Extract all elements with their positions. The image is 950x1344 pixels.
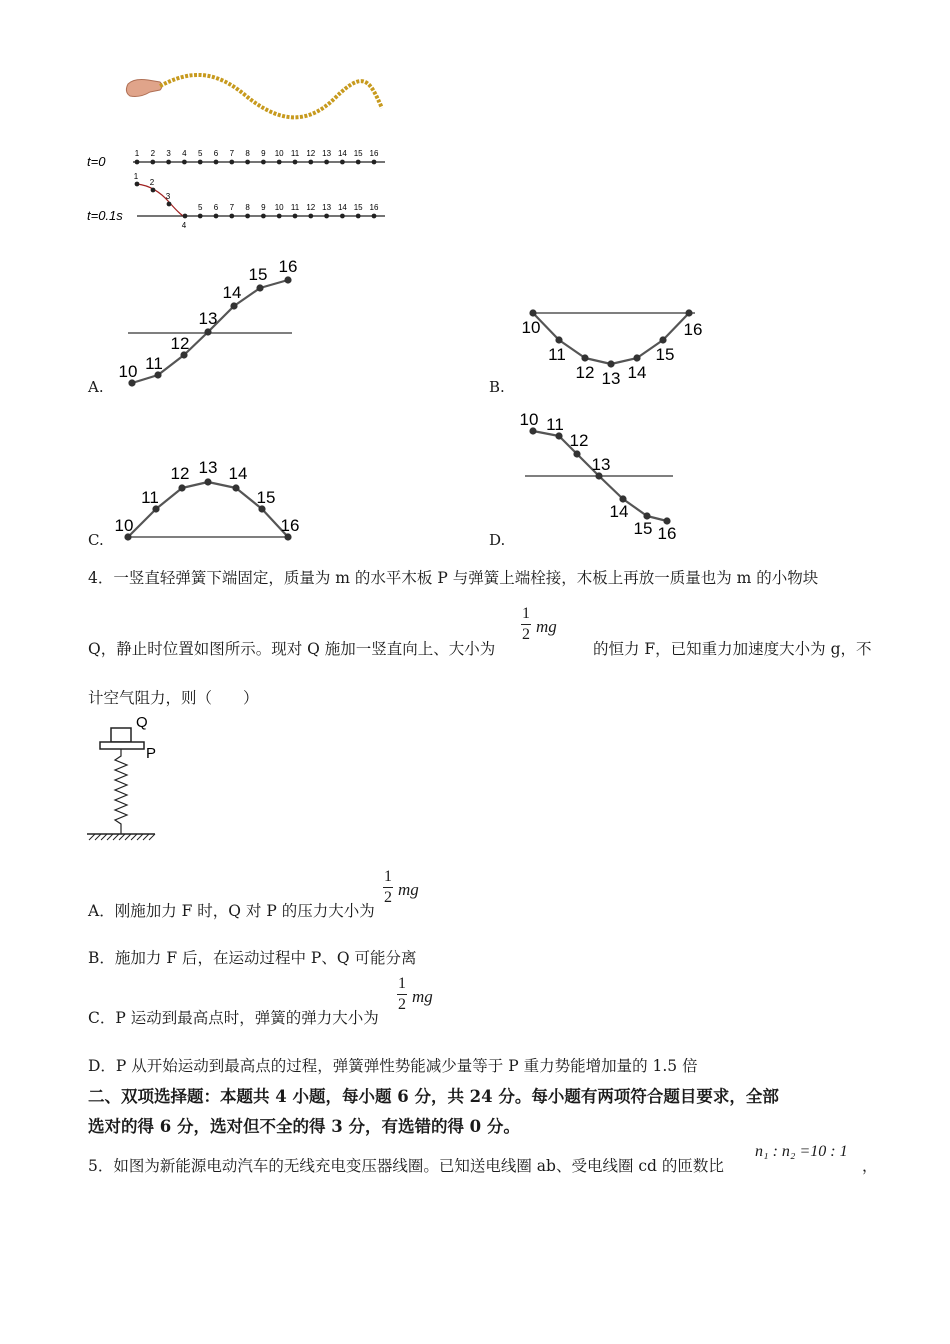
t0-point-number: 13: [322, 149, 332, 158]
option-C-point: [232, 484, 239, 491]
option-B-point: [607, 360, 614, 367]
option-A-point: [230, 302, 237, 309]
t0-point: [214, 160, 219, 165]
t0-point-number: 7: [229, 149, 235, 158]
option-D-point-label: 11: [546, 415, 564, 434]
option-C-point-label: 10: [114, 516, 134, 535]
t0-point: [135, 160, 140, 165]
t01-left-point: [135, 182, 140, 187]
t01-point: [229, 214, 234, 219]
t0-point: [182, 160, 187, 165]
q4-option-c-mg: mg: [412, 987, 433, 1006]
t0-point-number: 6: [213, 149, 219, 158]
q4-option-c[interactable]: C．P 运动到最高点时，弹簧的弹力大小为: [88, 1009, 379, 1027]
option-C-point-label: 13: [198, 458, 218, 477]
option-B-point-label: 16: [683, 320, 703, 339]
option-A-point-label: 15: [248, 265, 268, 284]
option-B-point-label: 13: [601, 369, 621, 388]
t01-left-number: 3: [165, 192, 171, 201]
t01-point-number: 8: [245, 203, 250, 212]
hand-icon: [126, 80, 162, 97]
t0-point-number: 14: [337, 149, 347, 158]
t0-point: [340, 160, 345, 165]
label-p: P: [146, 745, 157, 762]
block-q: [111, 728, 131, 742]
t0-point-number: 10: [274, 149, 284, 158]
option-D-point-label: 12: [569, 431, 589, 450]
t0-point-number: 9: [261, 149, 266, 158]
option-A-point: [256, 284, 263, 291]
option-A-point-label: 10: [118, 362, 138, 381]
option-C-point-label: 14: [228, 464, 248, 483]
t01-left-number: 1: [133, 172, 139, 181]
spring: [115, 749, 127, 834]
t0-point-number: 3: [166, 149, 171, 158]
q5-ratio: n₁ : n₂ =10 : 1: [755, 1143, 848, 1160]
t01-point-number: 16: [369, 203, 379, 212]
t0-point: [261, 160, 266, 165]
t0-point: [372, 160, 377, 165]
q4-fraction: 1 2: [522, 605, 530, 643]
t01-wave-curve: [137, 184, 185, 216]
q4-line2-b: 的恒力 F，已知重力加速度大小为 g，不: [593, 640, 872, 658]
section2-heading-line1: 二、双项选择题：本题共 4 小题，每小题 6 分，共 24 分。每小题有两项符合题目要求，全部: [88, 1087, 779, 1106]
t0-point: [198, 160, 203, 165]
t0-point: [229, 160, 234, 165]
rope: [160, 75, 382, 117]
t0-point-number: 12: [306, 149, 316, 158]
t01-point: [372, 214, 377, 219]
option-A-point-label: 12: [170, 334, 190, 353]
option-a-graph: [110, 255, 310, 395]
t01-left-point: [167, 202, 172, 207]
t0-point: [324, 160, 329, 165]
t0-point: [308, 160, 313, 165]
option-B-point-label: 15: [655, 345, 675, 364]
q4-mg: mg: [536, 617, 557, 636]
q4-option-a-fraction: 1 2: [384, 868, 392, 906]
q4-option-a-mg: mg: [398, 880, 419, 899]
t01-point: [261, 214, 266, 219]
section2-heading-line2: 选对的得 6 分，选对但不全的得 3 分，有选错的得 0 分。: [88, 1117, 520, 1136]
option-A-point-label: 16: [278, 257, 298, 276]
q5-tail: ，: [862, 1157, 878, 1175]
option-C-point-label: 16: [280, 516, 300, 535]
t0-point-number: 8: [245, 149, 250, 158]
option-A-point-label: 13: [198, 309, 218, 328]
t01-point-number: 14: [337, 203, 347, 212]
q4-line1: 4．一竖直轻弹簧下端固定，质量为 m 的水平木板 P 与弹簧上端栓接，木板上再放一质量也为 m 的小物块: [88, 569, 819, 587]
t01-left-number: 2: [149, 178, 155, 187]
t01-left-point: [183, 214, 188, 219]
label-q: Q: [136, 714, 148, 731]
option-C-point: [204, 478, 211, 485]
t0-point: [356, 160, 361, 165]
t0-point-number: 11: [290, 149, 300, 158]
q4-line2-a: Q，静止时位置如图所示。现对 Q 施加一竖直向上、大小为: [88, 640, 496, 658]
option-c-label[interactable]: C.: [88, 531, 104, 549]
t0-point: [166, 160, 171, 165]
t01-point: [277, 214, 282, 219]
option-b-label[interactable]: B.: [489, 378, 505, 396]
t0-point-number: 16: [369, 149, 379, 158]
q4-option-d[interactable]: D．P 从开始运动到最高点的过程，弹簧弹性势能减少量等于 P 重力势能增加量的 1.5 倍: [88, 1057, 698, 1075]
option-B-point: [685, 309, 692, 316]
t0-point-number: 1: [134, 149, 140, 158]
option-C-point-label: 11: [141, 488, 159, 507]
t0-point: [277, 160, 282, 165]
t01-label: t=0.1s: [87, 208, 123, 223]
option-d-graph: [515, 408, 715, 550]
option-D-point-label: 10: [519, 410, 539, 429]
option-A-point: [284, 276, 291, 283]
t01-left-point: [151, 188, 156, 193]
t0-point-number: 4: [182, 149, 187, 158]
option-c-graph: [110, 455, 310, 550]
t0-label: t=0: [87, 154, 106, 169]
option-C-point: [178, 484, 185, 491]
t01-point: [340, 214, 345, 219]
t01-point: [293, 214, 298, 219]
t01-point-number: 11: [290, 203, 300, 212]
t01-point: [245, 214, 250, 219]
option-B-point: [529, 309, 536, 316]
q4-option-a[interactable]: A．刚施加力 F 时，Q 对 P 的压力大小为: [88, 902, 375, 920]
t01-point-number: 12: [306, 203, 316, 212]
spring-figure: [85, 710, 175, 850]
board-p: [100, 742, 144, 749]
option-B-point: [555, 336, 562, 343]
t01-point-number: 7: [229, 203, 235, 212]
t01-point: [214, 214, 219, 219]
t0-point-number: 15: [353, 149, 363, 158]
option-B-point: [633, 354, 640, 361]
t0-point: [293, 160, 298, 165]
option-C-point-label: 12: [170, 464, 190, 483]
option-C-point-label: 15: [256, 488, 276, 507]
q4-option-c-fraction: 1 2: [398, 975, 406, 1013]
t01-point: [356, 214, 361, 219]
t01-point: [198, 214, 203, 219]
option-D-point-label: 14: [609, 502, 629, 521]
t01-left-number: 4: [181, 221, 187, 230]
t01-point-number: 13: [322, 203, 332, 212]
option-D-point-label: 16: [657, 524, 677, 543]
t0-point-number: 2: [150, 149, 156, 158]
t01-point: [324, 214, 329, 219]
t01-point-number: 10: [274, 203, 284, 212]
t0-point: [245, 160, 250, 165]
t01-point-number: 5: [197, 203, 203, 212]
t01-point-number: 6: [213, 203, 219, 212]
option-d-label[interactable]: D.: [489, 531, 506, 549]
option-B-point-label: 11: [548, 345, 566, 364]
option-B-point-label: 12: [575, 363, 595, 382]
option-b-graph: [515, 300, 715, 395]
q4-line3: 计空气阻力，则（ ）: [88, 689, 259, 707]
wave-point-rows: [85, 140, 395, 235]
option-D-point: [573, 450, 580, 457]
option-B-point-label: 10: [521, 318, 541, 337]
option-A-point-label: 11: [145, 354, 163, 373]
option-B-point: [581, 354, 588, 361]
t0-point: [150, 160, 155, 165]
t01-point-number: 9: [261, 203, 266, 212]
t01-point-number: 15: [353, 203, 363, 212]
wave-rope-figure: [120, 70, 390, 130]
t0-point-number: 5: [197, 149, 203, 158]
q4-option-b[interactable]: B．施加力 F 后，在运动过程中 P、Q 可能分离: [88, 949, 417, 967]
option-B-point: [659, 336, 666, 343]
q5-text: 5．如图为新能源电动汽车的无线充电变压器线圈。已知送电线圈 ab、受电线圈 cd 的匝数比: [88, 1157, 724, 1175]
option-a-label[interactable]: A.: [88, 378, 104, 396]
option-A-point-label: 14: [222, 283, 242, 302]
option-B-point-label: 14: [627, 363, 647, 382]
option-D-point-label: 13: [591, 455, 611, 474]
t01-point: [308, 214, 313, 219]
option-A-point: [204, 328, 211, 335]
option-D-point-label: 15: [633, 519, 653, 538]
